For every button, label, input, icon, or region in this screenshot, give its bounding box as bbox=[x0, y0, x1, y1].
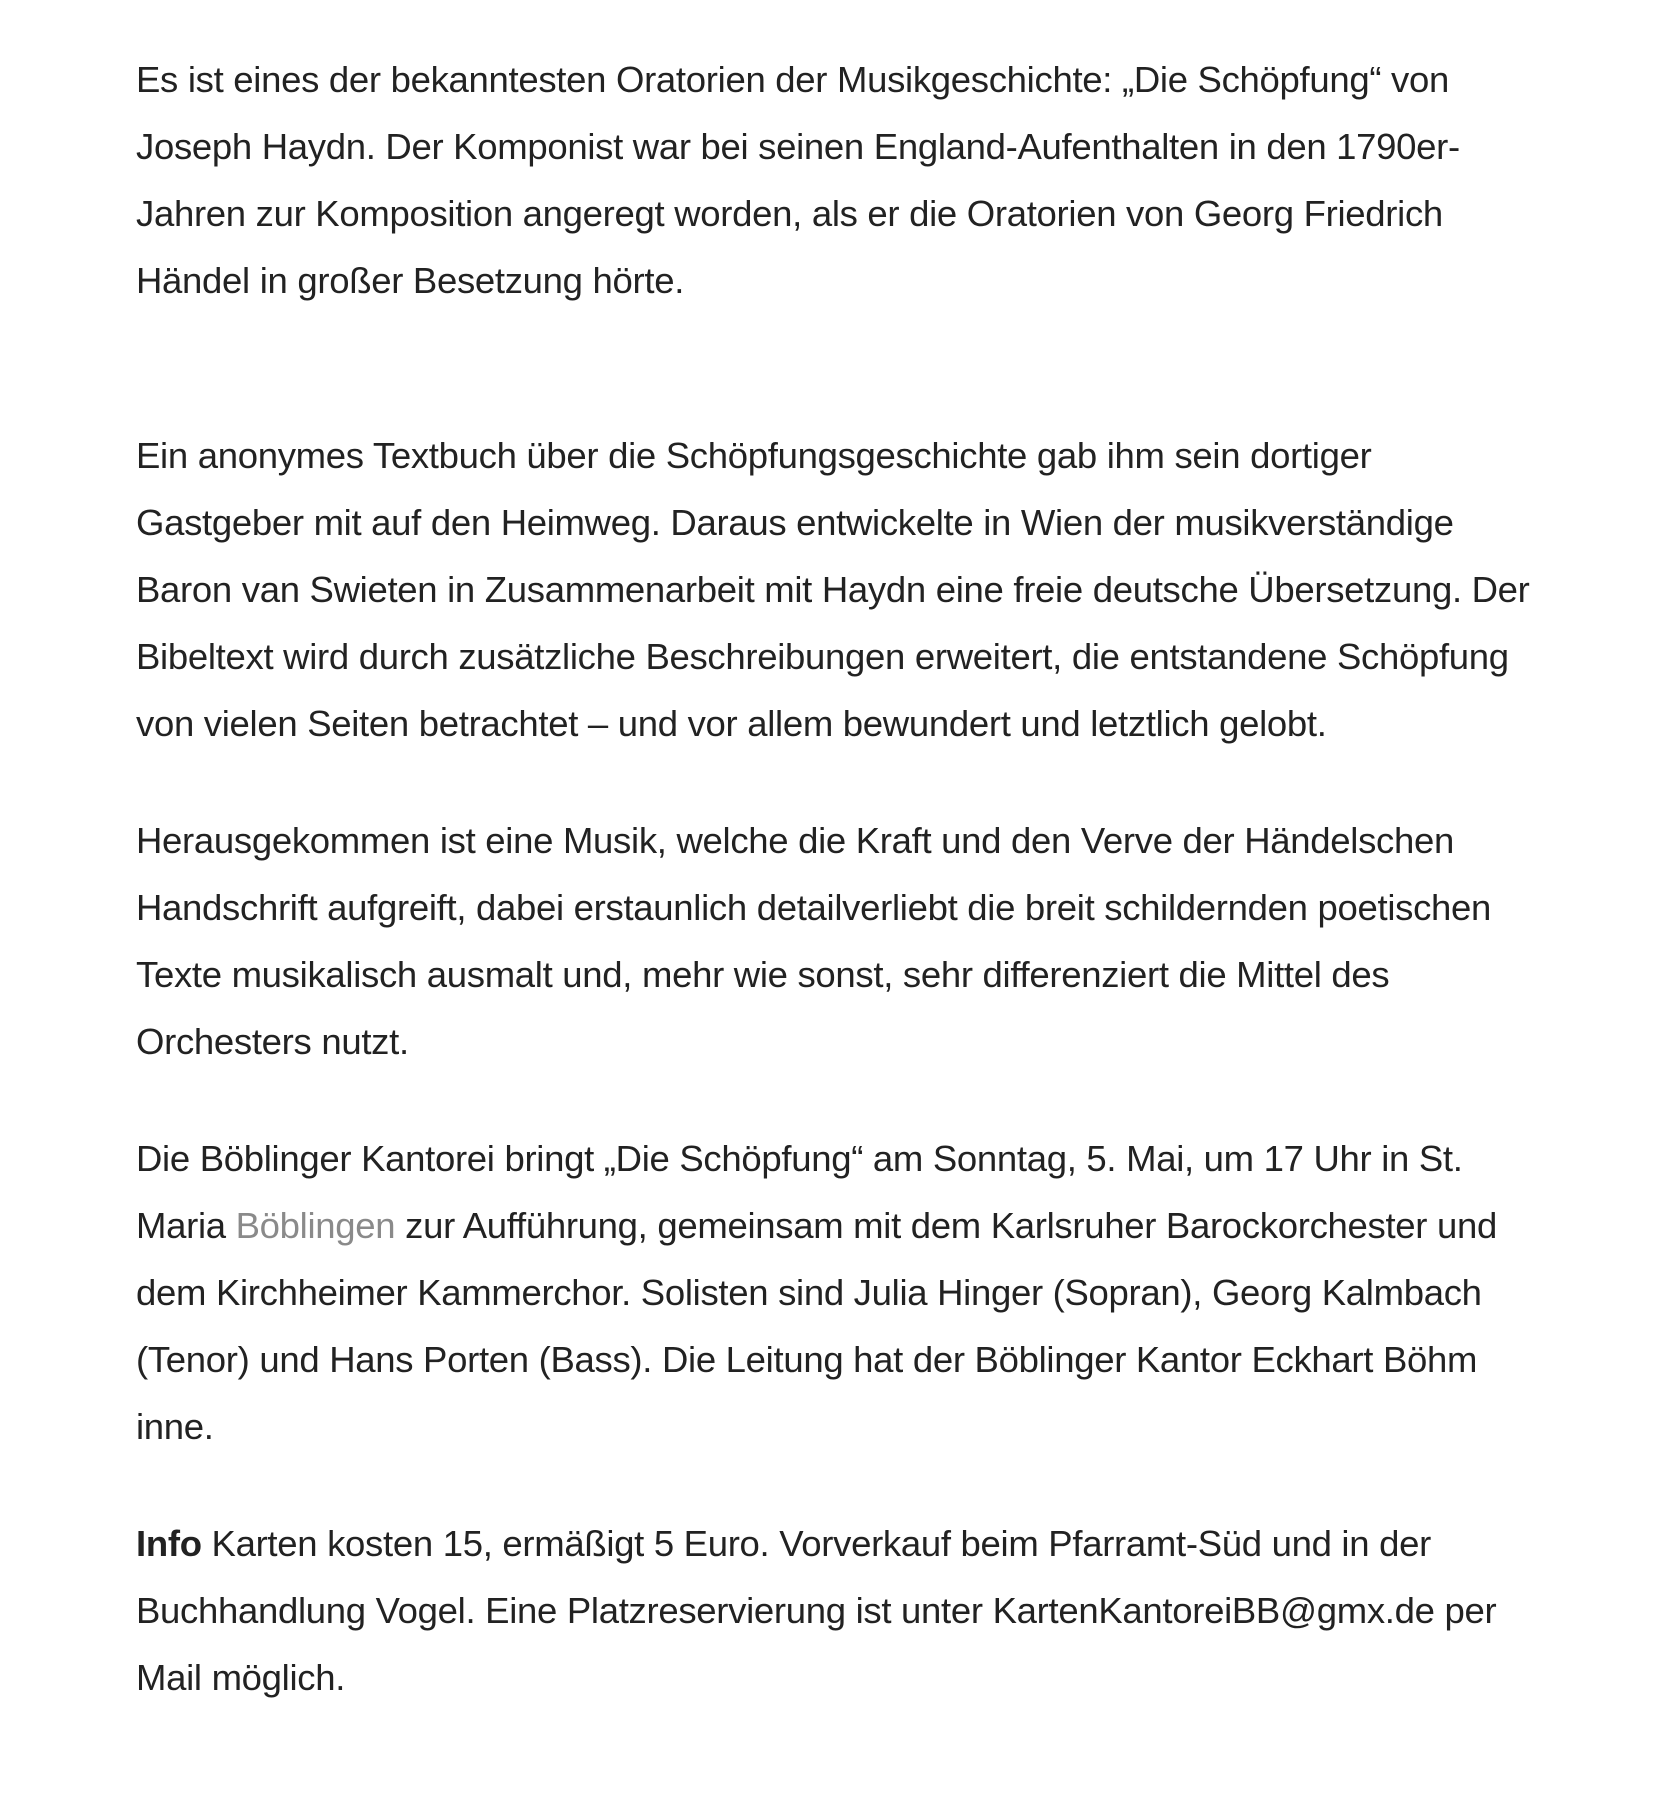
paragraph-textbook: Ein anonymes Textbuch über die Schöpfungsgeschichte gab ihm sein dortiger Gastgeber mit auf den Heimweg. Daraus entwickelte in Wien der musikverständige Baron van Swieten in Zusammenarbeit mit Haydn eine freie deutsche Übersetzung. Der Bibeltext wird durch zusätzliche Beschreibungen erweitert, die entstandene Schöpfung von vielen Seiten betrachtet – und vor allem bewundert und letztlich gelobt. bbox=[136, 435, 1530, 744]
paragraph-intro: Es ist eines der bekanntesten Oratorien der Musikgeschichte: „Die Schöpfung“ von Joseph Haydn. Der Komponist war bei seinen England-Aufenthalten in den 1790er-Jahren zur Komposition angeregt worden, als er die Oratorien von Georg Friedrich Händel in großer Besetzung hörte. bbox=[136, 59, 1460, 301]
paragraph-info bbox=[136, 1510, 1536, 1711]
paragraph-music: Herausgekommen ist eine Musik, welche die Kraft und den Verve der Händelschen Handschrift aufgreift, dabei erstaunlich detailverliebt die breit schildernden poetischen Texte musikalisch ausmalt und, mehr wie sonst, sehr differenziert die Mittel des Orchesters nutzt. bbox=[136, 820, 1492, 1062]
paragraph-performance bbox=[136, 1125, 1536, 1460]
performance-text-before: Die Böblinger Kantorei bringt „Die Schöpfung“ am Sonntag, 5. Mai, um 17 Uhr in St. Maria bbox=[136, 1138, 1463, 1246]
info-label: Info bbox=[136, 1523, 202, 1564]
performance-text-after: zur Aufführung, gemeinsam mit dem Karlsruher Barockorchester und dem Kirchheimer Kammerchor. Solisten sind Julia Hinger (Sopran), Georg Kalmbach (Tenor) und Hans Porten (Bass). Die Leitung hat der Böblinger Kantor Eckhart Böhm inne. bbox=[136, 1205, 1497, 1447]
article-body bbox=[136, 46, 1536, 1711]
boeblingen-link[interactable]: Böblingen bbox=[235, 1205, 396, 1246]
info-text: Karten kosten 15, ermäßigt 5 Euro. Vorverkauf beim Pfarramt-Süd und in der Buchhandlung Vogel. Eine Platzreservierung ist unter KartenKantoreiBB@gmx.de per Mail möglich. bbox=[136, 1523, 1497, 1698]
